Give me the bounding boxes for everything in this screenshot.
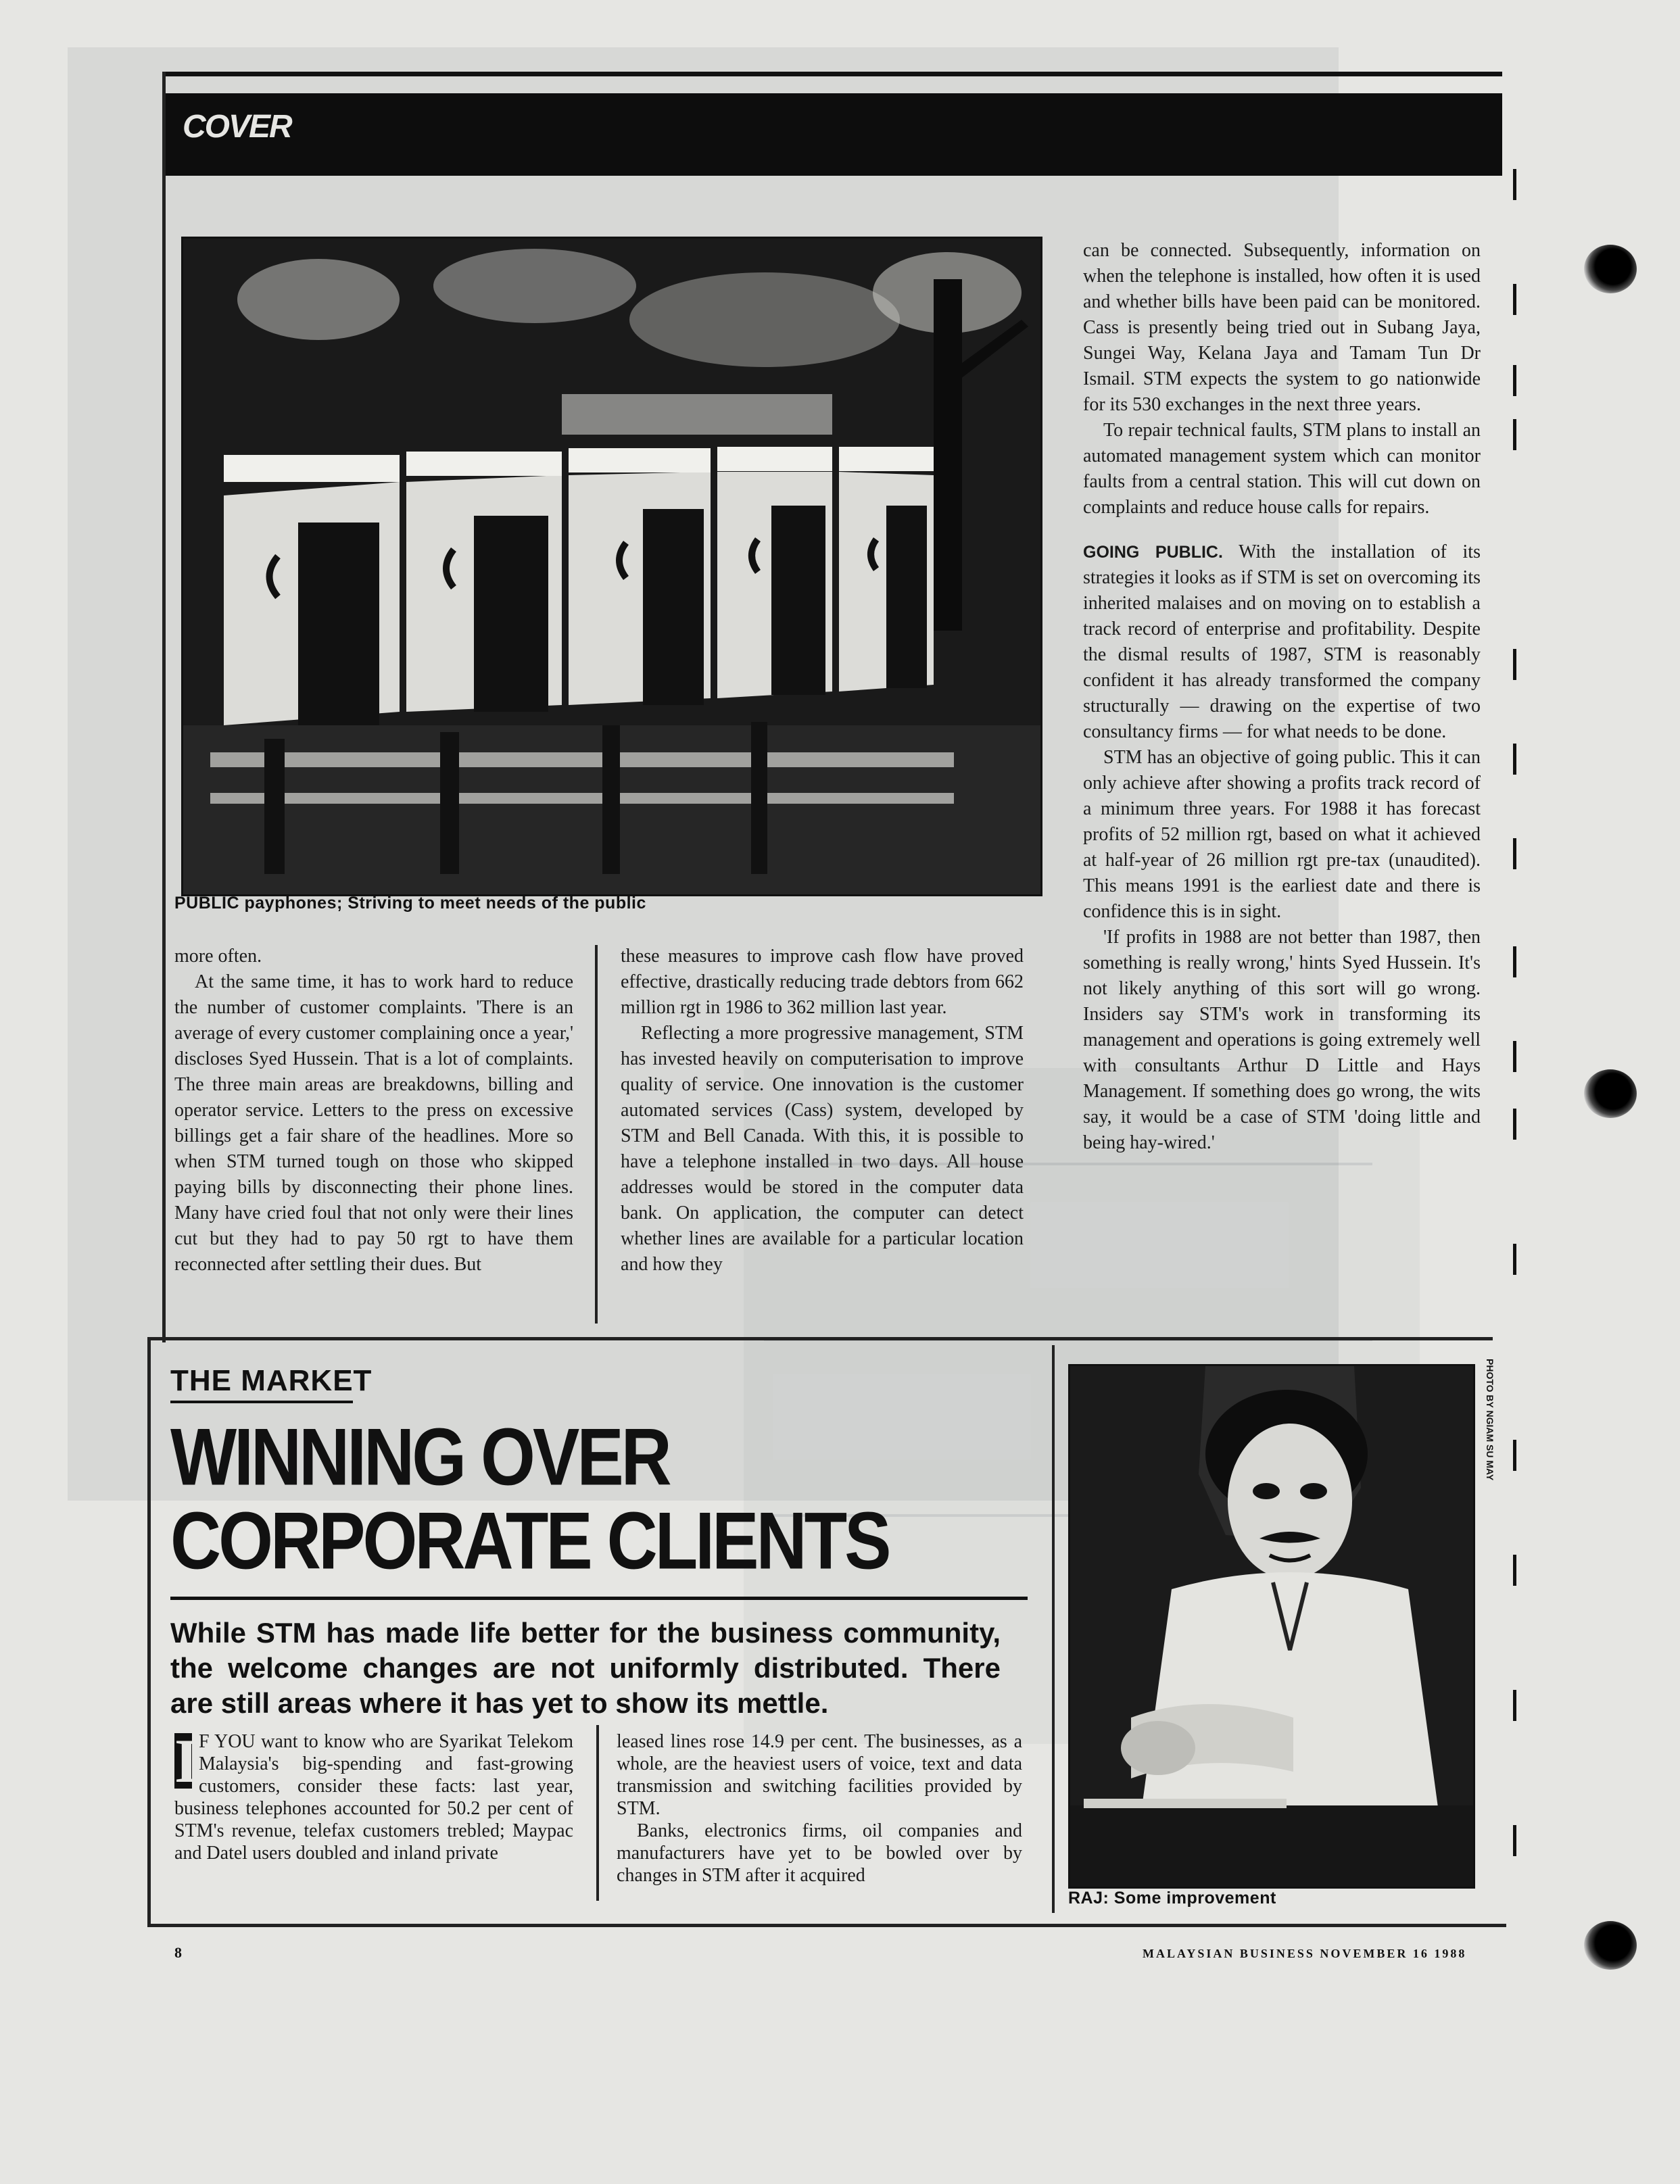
page-number: 8 <box>174 1944 184 1961</box>
payphones-illustration <box>183 239 1040 894</box>
section-header-bar <box>162 93 1502 176</box>
headline-rule <box>170 1597 1028 1600</box>
paragraph: leased lines rose 14.9 per cent. The businesses, as a whole, are the heaviest users of voice, text and data transmission and switching facilities provided by STM. <box>617 1731 1022 1819</box>
binder-hole <box>1584 245 1637 293</box>
article-column-3 <box>1083 238 1481 1156</box>
section-label: COVER <box>183 109 291 145</box>
paragraph: At the same time, it has to work hard to reduce the number of customer complaints. 'There is an average of every customer complaining once a year,' discloses Syed Hussein. That is a lot of complaints. The three main areas are breakdowns, billing and operator service. Letters to the press on excessive billings get a fair share of the headlines. More so when STM turned tough on those who skipped paying bills by disconnecting their phone lines. Many have cried foul that not only were their lines cut but they had to pay 50 rgt to have them reconnected after settling their dues. But <box>174 971 573 1275</box>
binder-hole <box>1584 1921 1637 1970</box>
market-column-1 <box>174 1726 573 1864</box>
paragraph: To repair technical faults, STM plans to install an automated management system which can monitor faults from a central station. This will cut down on complaints and reduce house calls for repairs. <box>1083 420 1481 518</box>
paragraph: STM has an objective of going public. This it can only achieve after showing a profits track record of a minimum three years. For 1988 it has forecast profits of 52 million rgt, based on what it achieved at half-year of 26 million rgt pre-tax (unaudited). This means 1991 is the earliest date and there is confidence this is in sight. <box>1083 747 1481 922</box>
paragraph: Reflecting a more progressive management, STM has invested heavily on computerisation to improve quality of service. One innovation is the customer automated services (Cass) system, developed by STM and Bell Canada. With this, it is possible to have a telephone installed in two days. All house addresses would be stored in the computer data bank. On application, the computer can detect whether lines are available for a particular location and how they <box>621 1023 1024 1275</box>
paragraph: 'If profits in 1988 are not better than 1987, then something is really wrong,' hints Syed Hussein. It's not likely anything of this sort will go wrong. Insiders say STM's work in transforming its management and operations is going extremely well with consultants Arthur D Little and Hays Management. If something does go wrong, the wits say, it would be a case of STM 'doing little and being hay-wired.' <box>1083 927 1481 1153</box>
portrait-caption: RAJ: Some improvement <box>1068 1889 1276 1908</box>
paragraph: F YOU want to know who are Syarikat Telekom Malaysia's big-spending and fast-growing customers, consider these facts: last year, business telephones accounted for 50.2 per cent of STM's revenue, telefax customers trebled; Maypac and Datel users doubled and inland private <box>174 1731 573 1864</box>
deck: While STM has made life better for the business community, the welcome changes are not uniformly distributed. There are still areas where it has yet to show its mettle. <box>170 1617 1001 1719</box>
article-column-1 <box>174 944 573 1278</box>
raj-portrait-photo <box>1068 1364 1475 1889</box>
headline-line-1: WINNING OVER <box>170 1412 669 1503</box>
paragraph: Banks, electronics firms, oil companies and manufacturers have yet to be bowled over by changes in STM after it acquired <box>617 1820 1022 1886</box>
column-rule <box>596 1725 599 1901</box>
binder-hole <box>1584 1069 1637 1118</box>
column-rule <box>1052 1345 1055 1913</box>
section-kicker: THE MARKET <box>170 1364 373 1397</box>
top-rule <box>162 72 1502 76</box>
paragraph-going-public <box>1083 539 1481 745</box>
payphones-photo <box>181 237 1042 896</box>
left-rule-lower <box>147 1338 151 1926</box>
bottom-rule <box>147 1924 1506 1927</box>
paragraph: more often. <box>174 946 262 967</box>
paragraph-text: With the installation of its strategies it looks as if STM is set on overcoming its inherited malaises and on moving on to establish a track record of enterprise and profitability. Despite the dismal results of 1987, STM is reasonably confident it has already transformed the company structurally — drawing on the expertise of two consultancy firms — for what needs to be done. <box>1083 541 1481 742</box>
photo-credit: PHOTO BY NGIAM SU MAY <box>1485 1359 1495 1481</box>
column-rule <box>595 945 598 1324</box>
article-column-2 <box>621 944 1024 1278</box>
market-column-2 <box>617 1730 1022 1887</box>
paragraph: these measures to improve cash flow have proved effective, drastically reducing trade debtors from 662 million rgt in 1986 to 362 million last year. <box>621 946 1024 1018</box>
paragraph: can be connected. Subsequently, information on when the telephone is installed, how often it is used and whether bills have been paid can be monitored. Cass is presently being tried out in Subang Jaya, Sungei Way, Kelana Jaya and Tamam Tun Dr Ismail. STM expects the system to go nationwide for its 530 exchanges in the next three years. <box>1083 240 1481 415</box>
left-rule <box>162 72 166 1342</box>
publication-dateline: MALAYSIAN BUSINESS NOVEMBER 16 1988 <box>1143 1947 1467 1960</box>
photo-caption: PUBLIC payphones; Striving to meet needs of the public <box>174 894 646 913</box>
headline-line-2: CORPORATE CLIENTS <box>170 1496 889 1586</box>
portrait-illustration <box>1070 1366 1473 1887</box>
drop-cap: I <box>174 1726 199 1795</box>
kicker-rule <box>170 1401 353 1403</box>
subhead-going-public: GOING PUBLIC. <box>1083 543 1223 562</box>
section-divider-rule <box>147 1337 1493 1340</box>
